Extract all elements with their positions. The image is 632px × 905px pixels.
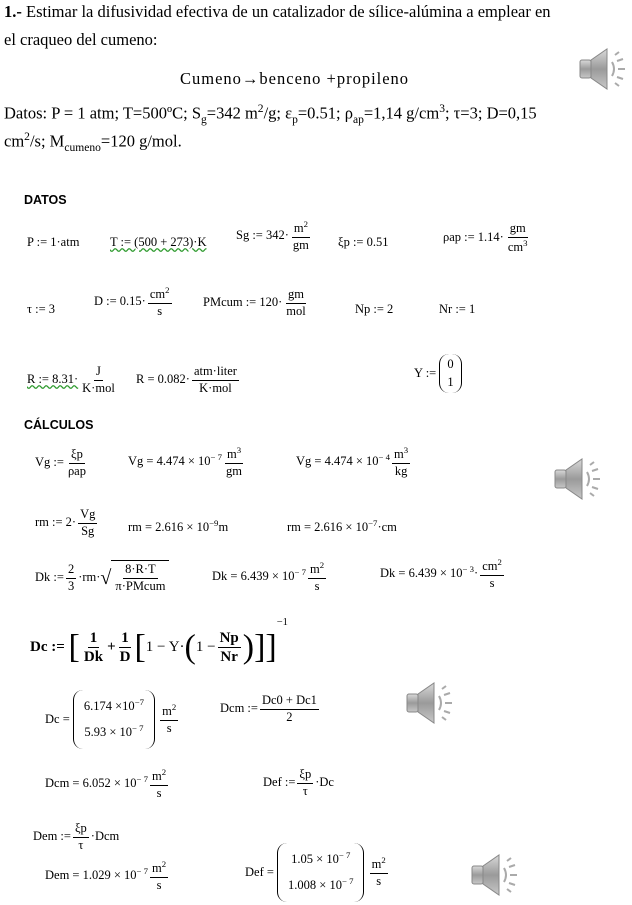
eq-tortuosity: τ := 3 <box>27 302 56 316</box>
eq-rm-result-cm: rm = $2.616 \times 10^{-7}\cdot cm$ <box>287 518 397 535</box>
eq-dk-result-m: $Dk = 6.439 \times 10^{- 7}$ $\frac{m^2}{s}$ <box>212 560 325 593</box>
section-heading-calculos: CÁLCULOS <box>24 418 94 432</box>
eq-def-def: Def := $\frac{\xi p}{\tau}$ ·Dc <box>263 767 334 798</box>
eq-density: ρap := 1.14· $\frac{gm}{cm^3}$ <box>443 221 528 254</box>
reaction-reactant: Cumeno <box>180 69 242 88</box>
eq-def-vector: Def = $1.05 \times 10^{- 7}$ $1.008 \times 10^{- 7}$ $\frac{m^2}{s}$ <box>245 843 390 902</box>
datos-line2: $cm^2/s$; $M_{cumeno}=120$ g/mol. <box>4 131 182 154</box>
eq-vg-result-gm: $Vg = 4.474 \times 10^{- 7}$ $\frac{m^3}{gm}$ <box>128 445 242 478</box>
eq-pressure: P := 1·atm <box>27 235 80 249</box>
eq-dc-def: Dc := [ $\frac{1}{Dk}$ + $\frac{1}{D}$ [1 − Y·(1 − $\frac{Np}{Nr}$ )]]$^{-1}$ <box>30 617 288 666</box>
eq-gas-constant-atm: R = 0.082· $\frac{\text{atm·liter}}{\text{K·mol}}$ <box>136 364 237 395</box>
eq-porosity: ξp := 0.51 <box>338 235 389 249</box>
eq-dem-def: Dem := $\frac{\xi p}{\tau}$ ·Dcm <box>33 821 120 852</box>
eq-gas-constant-si: R := 8.31· $\frac{J}{\text{K·mol}}$ <box>27 364 115 395</box>
eq-rm-result-m: rm = $2.616 \times 10^{-9}m$ <box>128 518 229 535</box>
speaker-icon[interactable] <box>553 456 605 502</box>
speaker-icon[interactable] <box>405 680 457 726</box>
eq-rm-def: rm := 2· $\frac{Vg}{Sg}$ <box>35 507 96 538</box>
reaction-products: benceno +propileno <box>259 69 410 88</box>
eq-y-vector: Y := 0 1 <box>414 354 462 393</box>
speaker-icon[interactable] <box>470 852 522 898</box>
problem-text-1: Estimar la difusividad efectiva de un catalizador de sílice-alúmina a emplear en <box>21 2 551 21</box>
eq-dk-def: Dk := $\frac{2}{3}$ ·rm·√ $\frac{8\cdot R\cdot T}{\text{π·PMcum}}$ <box>35 560 169 594</box>
eq-molar-mass: PMcum := 120· $\frac{gm}{\text{mol}}$ <box>203 287 306 318</box>
datos-line1: Datos: P = 1 atm; T=500ºC; $S_g=342$ $m^2/g$; $\varepsilon_p=0.51$; $\rho_{ap}=1,14$ $g/cm^3$; τ=3; D=0,15 <box>4 103 537 126</box>
eq-temperature: T := (500 + 273)·K <box>110 235 207 249</box>
reaction-arrow-icon: → <box>241 69 260 88</box>
speaker-icon[interactable] <box>578 46 630 92</box>
eq-dc-vector: Dc = $6.174 \times 10^{-7}$ $5.93 \times 10^{- 7}$ $\frac{m^2}{s}$ <box>45 690 180 749</box>
eq-dcm-result: Dcm = $6.052 \times 10^{- 7}$ $\frac{m^2}{s}$ <box>45 767 167 800</box>
problem-statement-line2: el craqueo del cumeno: <box>4 30 158 49</box>
eq-surface-area: Sg := 342· $\frac{m^2}{gm}$ <box>236 219 309 252</box>
problem-statement-line1 <box>4 2 551 22</box>
eq-nr: Nr := 1 <box>439 302 476 316</box>
eq-dk-result-cm: $Dk = 6.439 \times 10^{- 3}\cdot$ $\frac{cm^2}{s}$ <box>380 557 502 590</box>
eq-dcm-def: Dcm := $\frac{Dc0 + Dc1}{2}$ <box>220 693 317 724</box>
reaction-equation <box>180 69 409 89</box>
eq-np: Np := 2 <box>355 302 394 316</box>
eq-dem-result: Dem = $1.029 \times 10^{- 7}$ $\frac{m^2}{s}$ <box>45 859 167 892</box>
eq-vg-result-kg: $Vg = 4.474 \times 10^{- 4}$ $\frac{m^3}{kg}$ <box>296 445 409 478</box>
eq-diffusivity: D := 0.15· $\frac{cm^2}{s}$ <box>94 285 170 318</box>
eq-vg-def: Vg := $\frac{\xi p}{\text{ρap}}$ <box>35 447 86 478</box>
problem-number: 1.- <box>4 2 22 21</box>
section-heading-datos: DATOS <box>24 193 67 207</box>
